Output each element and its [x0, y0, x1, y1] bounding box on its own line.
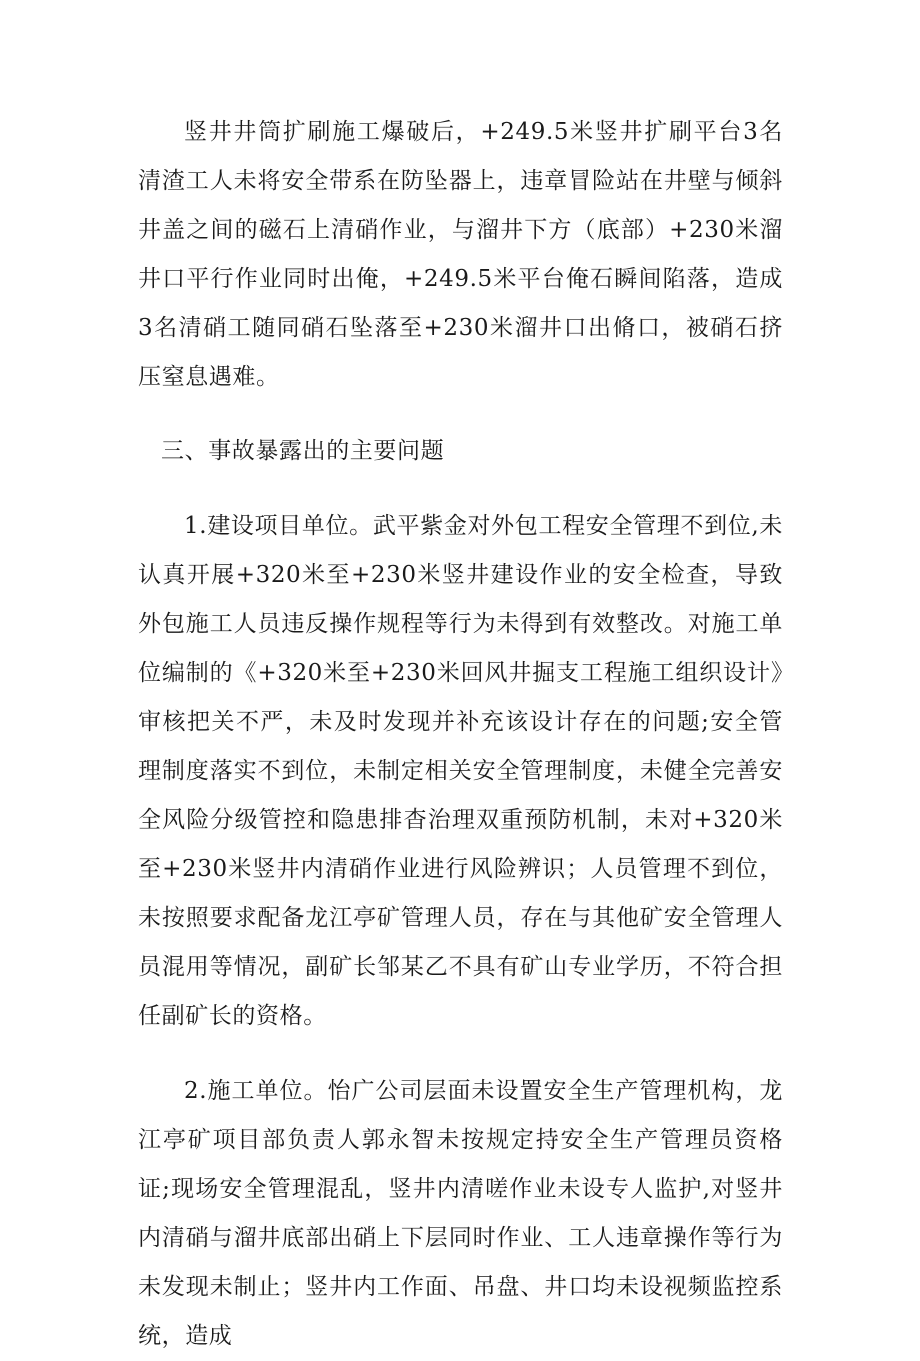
paragraph-spacer [138, 402, 783, 427]
paragraph-construction-owner: 1.建设项目单位。武平紫金对外包工程安全管理不到位,未认真开展+320米至+230米竖井建设作业的安全检查，导致外包施工人员违反操作规程等行为未得到有效整改。对施工单位编制的《+320米至+230米回风井掘支工程施工组织设计》审核把关不严，未及时发现并补充该设计存在的问题;安全管理制度落实不到位，未制定相关安全管理制度，未健全完善安全风险分级管控和隐患排杳治理双重预防机制，未对+320米至+230米竖井内清硝作业进行风险辨识；人员管理不到位，未按照要求配备龙江亭矿管理人员，存在与其他矿安全管理人员混用等情况，副矿长邹某乙不具有矿山专业学历，不符合担任副矿长的资格。 [138, 513, 783, 1029]
document-body [138, 108, 783, 1361]
paragraph-accident-process: 竖井井筒扩刷施工爆破后，+249.5米竖井扩刷平台3名清渣工人未将安全带系在防坠器上，违章冒险站在井壁与倾斜井盖之间的磁石上清硝作业，与溜井下方（底部）+230米溜井口平行作业同时出俺，+249.5米平台俺石瞬间陷落，造成3名清硝工随同硝石坠落至+230米溜井口出脩口，被硝石挤压窒息遇难。 [138, 119, 783, 390]
paragraph-spacer [138, 1041, 783, 1067]
paragraph-spacer [138, 476, 783, 502]
paragraph-contractor: 2.施工单位。怡广公司层面未设置安全生产管理机构，龙江亭矿项目部负责人郭永智未按规定持安全生产管理员资格证;现场安全管理混乱，竖井内清嗟作业未设专人监护,对竖井内清硝与溜井底部出硝上下层同时作业、工人违章操作等行为未发现未制止；竖井内工作面、吊盘、井口均未设视频监控系统，造成 [138, 1078, 783, 1349]
section-heading: 三、事故暴露出的主要问题 [161, 438, 445, 464]
